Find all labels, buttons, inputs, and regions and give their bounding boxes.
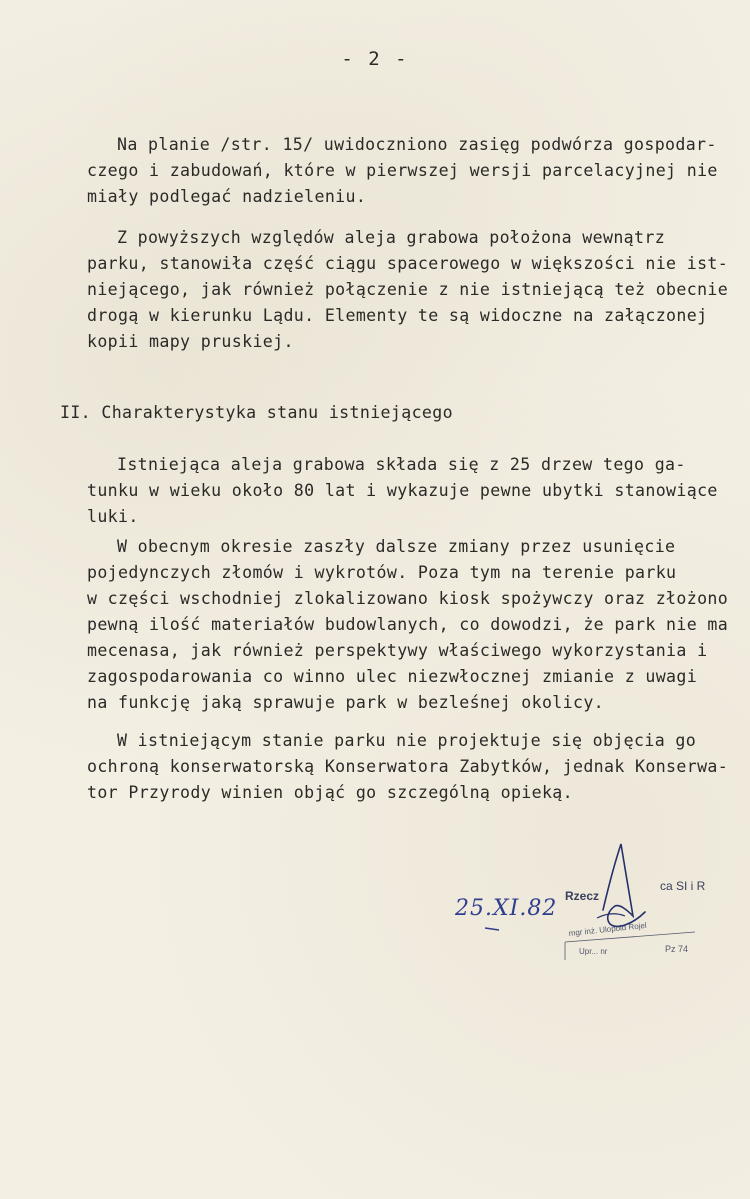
text-line: czego i zabudowań, które w pierwszej wersji parcelacyjnej nie [87,161,718,180]
text-line: Istniejąca aleja grabowa składa się z 25 drzew tego ga- [117,455,686,474]
text-line: zagospodarowania co winno ulec niezwłocznej zmianie z uwagi [87,667,698,686]
text-line: W istniejącym stanie parku nie projektuje się objęcia go [117,731,697,750]
text-line: tor Przyrody winien objąć go szczególną opieką. [87,783,573,802]
stamp-and-signature [455,838,725,968]
section-heading: II. Charakterystyka stanu istniejącego [60,403,453,422]
text-line: mecenasa, jak również perspektywy właściwego wykorzystania i [87,641,708,660]
text-line: W obecnym okresie zaszły dalsze zmiany przez usunięcie [117,537,676,556]
signature-stroke [597,914,625,918]
text-line: ochroną konserwatorską Konserwatora Zabytków, jednak Konserwa- [87,757,729,776]
text-line: tunku w wieku około 80 lat i wykazuje pewne ubytki stanowiące [87,481,718,500]
stamp-line-1b: ca SI i R [660,879,706,893]
text-line: pewną ilość materiałów budowlanych, co dowodzi, że park nie ma [87,615,729,634]
date-underline [485,928,499,930]
text-line: miały podlegać nadzieleniu. [87,187,367,206]
text-line: niejącego, jak również połączenie z nie istniejącą też obecnie [87,280,729,299]
text-line: Na planie /str. 15/ uwidoczniono zasięg podwórza gospodar- [117,135,717,154]
page-number: - 2 - [341,48,409,70]
text-line: w części wschodniej zlokalizowano kiosk spożywczy oraz złożono [87,589,729,608]
text-line: kopii mapy pruskiej. [87,332,294,351]
text-line: luki. [87,507,139,526]
stamp-line-2: mgr inż. Ulopold Rojel [568,920,648,938]
stamp-line-3b: Pz 74 [665,944,689,954]
stamp-line-1: Rzecz [565,889,600,903]
text-line: Z powyższych względów aleja grabowa położona wewnątrz [117,228,666,247]
text-line: parku, stanowiła część ciągu spacerowego w większości nie ist- [87,254,729,273]
signature-area [455,838,725,968]
text-line: na funkcję jaką sprawuje park w bezleśnej okolicy. [87,693,605,712]
handwritten-date: 25.XI.82 [455,896,558,921]
stamp-line-3: Upr... nr [579,947,608,956]
text-line: drogą w kierunku Lądu. Elementy te są widoczne na załączonej [87,306,708,325]
text-line: pojedynczych złomów i wykrotów. Poza tym na terenie parku [87,563,677,582]
